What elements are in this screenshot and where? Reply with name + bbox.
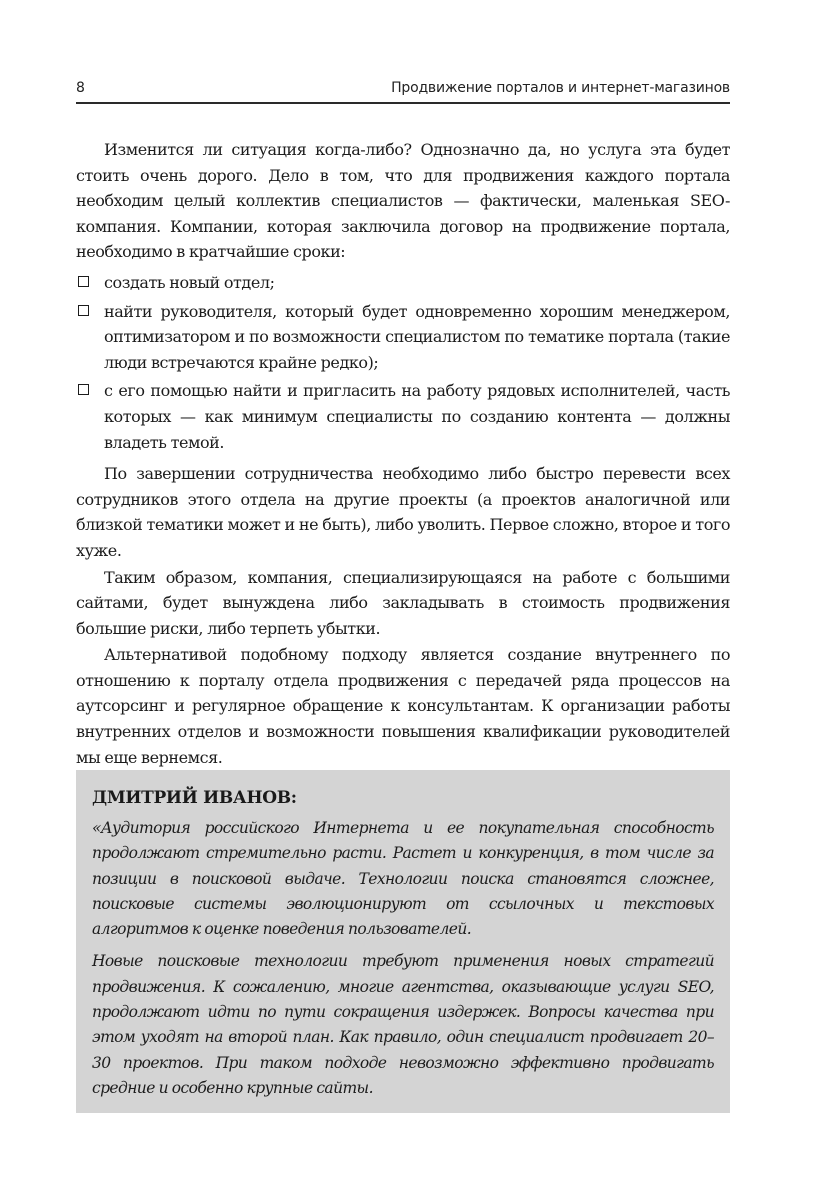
running-title: Продвижение порталов и интернет-магазинов (391, 80, 730, 96)
quote-author: ДМИТРИЙ ИВАНОВ: (92, 788, 297, 808)
page-number: 8 (76, 80, 85, 96)
list-item-text: найти руководителя, который будет одновременно хорошим менеджером, оптимизатором и по возможности специалистом по тематике портала (такие люди встречаются крайне редко); (104, 301, 730, 372)
header-rule (76, 102, 730, 104)
checkbox-bullet-icon (78, 276, 89, 287)
body-paragraph: По завершении сотрудничества необходимо либо быстро перевести всех сотрудников этого отдела на другие проекты (а проектов аналогичной или близкой тематики может и не быть), либо уволить. Первое сложно, второе и того хуже. (76, 464, 730, 560)
quote-paragraph: Новые поисковые технологии требуют применения новых стратегий продвижения. К сожалению, многие агентства, оказывающие услуги SEO, продолжают идти по пути сокращения издержек. Вопросы качества при этом уходят на второй план. Как правило, один специалист продвигает 20–30 проектов. При таком подходе невозможно эффективно продвигать средние и особенно крупные сайты. (92, 952, 714, 1097)
list-item-text: создать новый отдел; (104, 272, 275, 292)
main-text (76, 137, 730, 770)
checkbox-bullet-icon (78, 384, 89, 395)
checkbox-bullet-icon (78, 305, 89, 316)
body-paragraph: Альтернативой подобному подходу является создание внутреннего по отношению к порталу отдела продвижения с передачей ряда процессов на аутсорсинг и регулярное обращение к консультантам. К организации работы внутренних отделов и возможности повышения квалификации руководителей мы еще вернемся. (76, 645, 730, 767)
intro-paragraph: Изменится ли ситуация когда-либо? Однозначно да, но услуга эта будет стоить очень дорого. Дело в том, что для продвижения каждого портала необходим целый коллектив специалистов — фактически, маленькая SEO-компания. Компании, которая заключила договор на продвижение портала, необходимо в кратчайшие сроки: (76, 140, 730, 262)
task-list (76, 270, 730, 455)
list-item-text: с его помощью найти и пригласить на работу рядовых исполнителей, часть которых — как минимум специалисты по созданию контента — должны владеть темой. (104, 381, 730, 452)
page-header (76, 80, 730, 102)
list-item (76, 299, 730, 376)
quote-paragraph: «Аудитория российского Интернета и ее покупательная способность продолжают стремительно расти. Растет и конкуренция, в том числе за позиции в поисковой выдаче. Технологии поиска становятся сложнее, поисковые системы эволюционируют от ссылочных и текстовых алгоритмов к оценке поведения пользователей. (92, 819, 714, 939)
list-item (76, 270, 730, 296)
body-paragraph: Таким образом, компания, специализирующаяся на работе с большими сайтами, будет вынуждена либо закладывать в стоимость продвижения большие риски, либо терпеть убытки. (76, 567, 730, 638)
expert-quote-box (76, 770, 730, 1113)
list-item (76, 378, 730, 455)
